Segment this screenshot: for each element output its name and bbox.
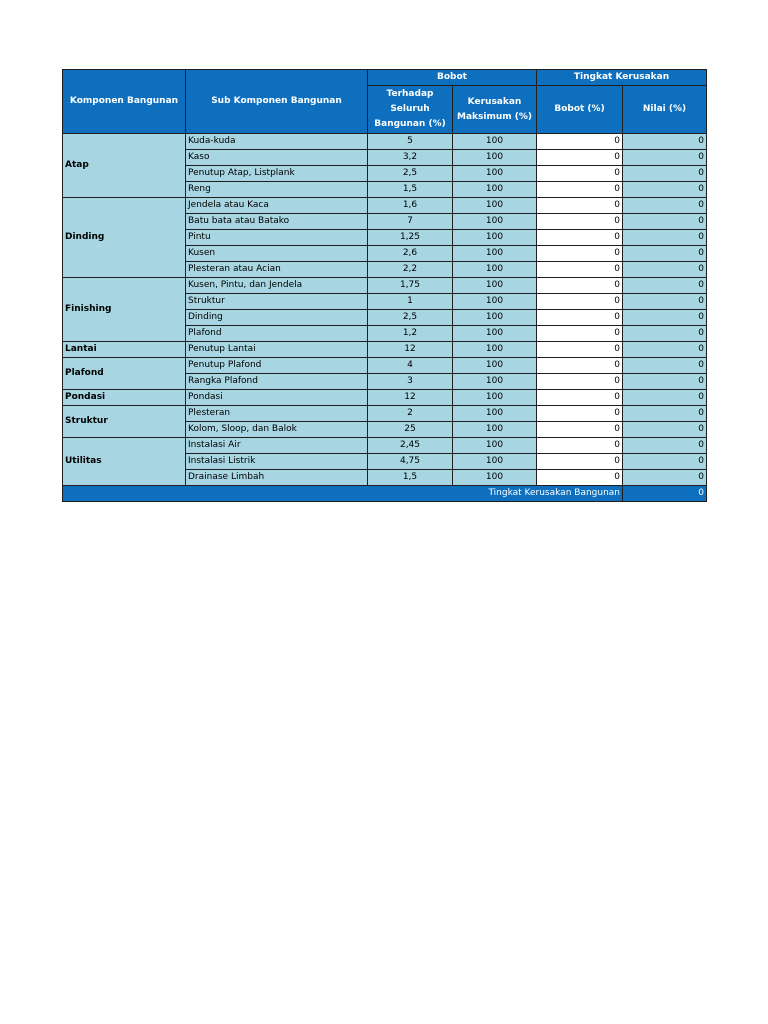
sub-komponen-cell: Reng — [186, 182, 368, 198]
bobot-input-cell[interactable]: 0 — [537, 198, 623, 214]
kerusakan-maksimum-cell: 100 — [453, 374, 537, 390]
sub-komponen-cell: Instalasi Air — [186, 438, 368, 454]
bobot-terhadap-cell: 1,6 — [368, 198, 453, 214]
sub-komponen-cell: Kolom, Sloop, dan Balok — [186, 422, 368, 438]
table-row — [63, 278, 707, 294]
table-row — [63, 438, 707, 454]
bobot-input-cell[interactable]: 0 — [537, 262, 623, 278]
kerusakan-maksimum-cell: 100 — [453, 342, 537, 358]
bobot-terhadap-cell: 2,45 — [368, 438, 453, 454]
kerusakan-maksimum-cell: 100 — [453, 326, 537, 342]
sub-komponen-cell: Struktur — [186, 294, 368, 310]
bobot-terhadap-cell: 1,75 — [368, 278, 453, 294]
nilai-cell: 0 — [623, 422, 707, 438]
kerusakan-maksimum-cell: 100 — [453, 422, 537, 438]
nilai-cell: 0 — [623, 406, 707, 422]
nilai-cell: 0 — [623, 214, 707, 230]
nilai-cell: 0 — [623, 374, 707, 390]
bobot-input-cell[interactable]: 0 — [537, 310, 623, 326]
bobot-input-cell[interactable]: 0 — [537, 422, 623, 438]
bobot-input-cell[interactable]: 0 — [537, 358, 623, 374]
sub-komponen-cell: Plesteran — [186, 406, 368, 422]
table-row — [63, 358, 707, 374]
komponen-cell: Struktur — [63, 406, 186, 438]
total-label: Tingkat Kerusakan Bangunan — [63, 486, 623, 502]
table-row — [63, 342, 707, 358]
kerusakan-maksimum-cell: 100 — [453, 262, 537, 278]
bobot-terhadap-cell: 5 — [368, 134, 453, 150]
komponen-cell: Lantai — [63, 342, 186, 358]
bobot-input-cell[interactable]: 0 — [537, 294, 623, 310]
bobot-terhadap-cell: 12 — [368, 390, 453, 406]
nilai-cell: 0 — [623, 438, 707, 454]
komponen-cell: Finishing — [63, 278, 186, 342]
kerusakan-maksimum-cell: 100 — [453, 406, 537, 422]
bobot-terhadap-cell: 3,2 — [368, 150, 453, 166]
bobot-terhadap-cell: 2,5 — [368, 166, 453, 182]
sub-komponen-cell: Dinding — [186, 310, 368, 326]
bobot-input-cell[interactable]: 0 — [537, 182, 623, 198]
total-row — [63, 486, 707, 502]
kerusakan-maksimum-cell: 100 — [453, 166, 537, 182]
bobot-input-cell[interactable]: 0 — [537, 278, 623, 294]
nilai-cell: 0 — [623, 390, 707, 406]
bobot-input-cell[interactable]: 0 — [537, 134, 623, 150]
bobot-terhadap-cell: 12 — [368, 342, 453, 358]
bobot-input-cell[interactable]: 0 — [537, 214, 623, 230]
header-sub-komponen: Sub Komponen Bangunan — [186, 70, 368, 134]
bobot-terhadap-cell: 25 — [368, 422, 453, 438]
kerusakan-maksimum-cell: 100 — [453, 278, 537, 294]
kerusakan-maksimum-cell: 100 — [453, 134, 537, 150]
table-row — [63, 390, 707, 406]
bobot-input-cell[interactable]: 0 — [537, 246, 623, 262]
nilai-cell: 0 — [623, 342, 707, 358]
sub-komponen-cell: Kusen, Pintu, dan Jendela — [186, 278, 368, 294]
nilai-cell: 0 — [623, 230, 707, 246]
bobot-terhadap-cell: 1,25 — [368, 230, 453, 246]
komponen-cell: Atap — [63, 134, 186, 198]
header-bobot: Bobot — [368, 70, 537, 86]
komponen-cell: Plafond — [63, 358, 186, 390]
nilai-cell: 0 — [623, 182, 707, 198]
bobot-terhadap-cell: 2,5 — [368, 310, 453, 326]
table-row — [63, 406, 707, 422]
sub-komponen-cell: Jendela atau Kaca — [186, 198, 368, 214]
nilai-cell: 0 — [623, 326, 707, 342]
header-terhadap-seluruh: Terhadap Seluruh Bangunan (%) — [368, 86, 453, 134]
sub-komponen-cell: Pondasi — [186, 390, 368, 406]
nilai-cell: 0 — [623, 358, 707, 374]
table-row — [63, 198, 707, 214]
bobot-input-cell[interactable]: 0 — [537, 342, 623, 358]
nilai-cell: 0 — [623, 198, 707, 214]
header-tingkat-kerusakan: Tingkat Kerusakan — [537, 70, 707, 86]
header-nilai-pct: Nilai (%) — [623, 86, 707, 134]
kerusakan-maksimum-cell: 100 — [453, 310, 537, 326]
bobot-input-cell[interactable]: 0 — [537, 470, 623, 486]
komponen-cell: Dinding — [63, 198, 186, 278]
komponen-cell: Utilitas — [63, 438, 186, 486]
bobot-input-cell[interactable]: 0 — [537, 438, 623, 454]
bobot-input-cell[interactable]: 0 — [537, 166, 623, 182]
nilai-cell: 0 — [623, 166, 707, 182]
bobot-input-cell[interactable]: 0 — [537, 406, 623, 422]
sub-komponen-cell: Plesteran atau Acian — [186, 262, 368, 278]
bobot-terhadap-cell: 2,6 — [368, 246, 453, 262]
bobot-terhadap-cell: 1,5 — [368, 182, 453, 198]
kerusakan-maksimum-cell: 100 — [453, 182, 537, 198]
bobot-input-cell[interactable]: 0 — [537, 326, 623, 342]
bobot-terhadap-cell: 4 — [368, 358, 453, 374]
sub-komponen-cell: Batu bata atau Batako — [186, 214, 368, 230]
sub-komponen-cell: Penutup Lantai — [186, 342, 368, 358]
kerusakan-maksimum-cell: 100 — [453, 438, 537, 454]
bobot-input-cell[interactable]: 0 — [537, 150, 623, 166]
nilai-cell: 0 — [623, 150, 707, 166]
kerusakan-maksimum-cell: 100 — [453, 198, 537, 214]
kerusakan-maksimum-cell: 100 — [453, 470, 537, 486]
total-value: 0 — [623, 486, 707, 502]
kerusakan-maksimum-cell: 100 — [453, 150, 537, 166]
nilai-cell: 0 — [623, 454, 707, 470]
nilai-cell: 0 — [623, 310, 707, 326]
nilai-cell: 0 — [623, 262, 707, 278]
bobot-input-cell[interactable]: 0 — [537, 390, 623, 406]
bobot-terhadap-cell: 2,2 — [368, 262, 453, 278]
table-row — [63, 134, 707, 150]
kerusakan-maksimum-cell: 100 — [453, 358, 537, 374]
header-komponen: Komponen Bangunan — [63, 70, 186, 134]
sub-komponen-cell: Penutup Atap, Listplank — [186, 166, 368, 182]
sub-komponen-cell: Pintu — [186, 230, 368, 246]
sub-komponen-cell: Instalasi Listrik — [186, 454, 368, 470]
kerusakan-maksimum-cell: 100 — [453, 230, 537, 246]
sub-komponen-cell: Drainase Limbah — [186, 470, 368, 486]
kerusakan-maksimum-cell: 100 — [453, 214, 537, 230]
bobot-terhadap-cell: 1 — [368, 294, 453, 310]
komponen-cell: Pondasi — [63, 390, 186, 406]
nilai-cell: 0 — [623, 134, 707, 150]
damage-assessment-table — [62, 69, 707, 502]
kerusakan-maksimum-cell: 100 — [453, 454, 537, 470]
kerusakan-maksimum-cell: 100 — [453, 246, 537, 262]
bobot-input-cell[interactable]: 0 — [537, 454, 623, 470]
sub-komponen-cell: Kuda-kuda — [186, 134, 368, 150]
nilai-cell: 0 — [623, 278, 707, 294]
sub-komponen-cell: Kusen — [186, 246, 368, 262]
kerusakan-maksimum-cell: 100 — [453, 390, 537, 406]
bobot-terhadap-cell: 2 — [368, 406, 453, 422]
bobot-terhadap-cell: 1,5 — [368, 470, 453, 486]
header-kerusakan-maksimum: Kerusakan Maksimum (%) — [453, 86, 537, 134]
bobot-input-cell[interactable]: 0 — [537, 374, 623, 390]
bobot-terhadap-cell: 4,75 — [368, 454, 453, 470]
bobot-terhadap-cell: 1,2 — [368, 326, 453, 342]
nilai-cell: 0 — [623, 246, 707, 262]
bobot-terhadap-cell: 7 — [368, 214, 453, 230]
sub-komponen-cell: Penutup Plafond — [186, 358, 368, 374]
bobot-terhadap-cell: 3 — [368, 374, 453, 390]
table-body — [63, 134, 707, 486]
sub-komponen-cell: Plafond — [186, 326, 368, 342]
bobot-input-cell[interactable]: 0 — [537, 230, 623, 246]
kerusakan-maksimum-cell: 100 — [453, 294, 537, 310]
nilai-cell: 0 — [623, 470, 707, 486]
nilai-cell: 0 — [623, 294, 707, 310]
header-bobot-pct: Bobot (%) — [537, 86, 623, 134]
sub-komponen-cell: Kaso — [186, 150, 368, 166]
sub-komponen-cell: Rangka Plafond — [186, 374, 368, 390]
